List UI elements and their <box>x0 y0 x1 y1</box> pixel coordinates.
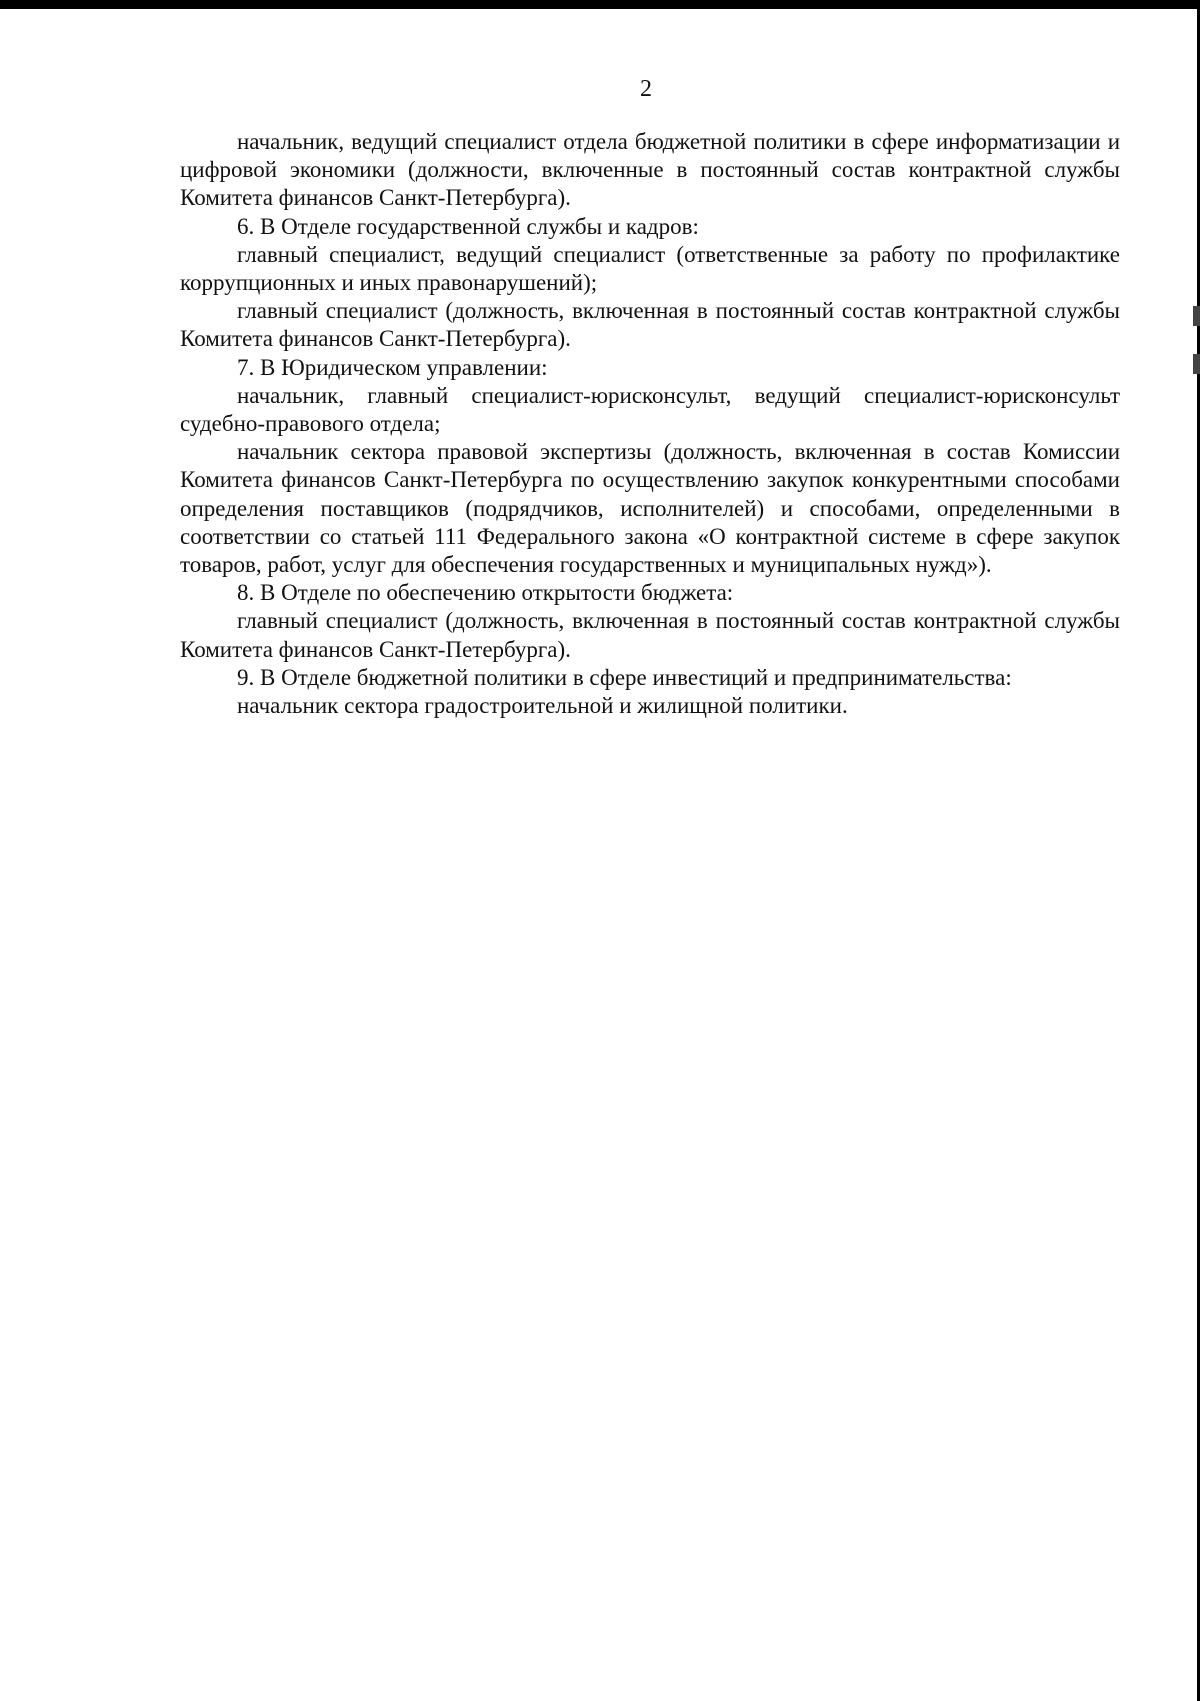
paragraph-item-7-legal-dept: начальник, главный специалист-юрисконсульт, ведущий специалист-юрисконсульт судебно-правового отдела; <box>180 382 1120 437</box>
paragraph-item-8-heading: 8. В Отделе по обеспечению открытости бюджета: <box>237 580 734 606</box>
scan-edge-mark <box>1193 306 1200 326</box>
paragraph-item-6-heading: 6. В Отделе государственной службы и кадров: <box>237 213 699 239</box>
page-number: 2 <box>640 76 652 102</box>
paragraph-item-6-anticorruption: главный специалист, ведущий специалист (ответственные за работу по профилактике коррупционных и иных правонарушений); <box>180 241 1120 296</box>
paragraph-item-8-contract-service: главный специалист (должность, включенная в постоянный состав контрактной службы Комитета финансов Санкт-Петербурга). <box>180 608 1120 662</box>
paragraph-item-6-contract-service: главный специалист (должность, включенная в постоянный состав контрактной службы Комитета финансов Санкт-Петербурга). <box>180 298 1120 352</box>
paragraph-item-7-heading: 7. В Юридическом управлении: <box>237 354 548 380</box>
scan-border-top <box>0 0 1200 9</box>
paragraph-finance-it-dept: начальник, ведущий специалист отдела бюджетной политики в сфере информатизации и цифровой экономики (должности, включенные в постоянный состав контрактной службы Комитета финансов Санкт-Петербурга). <box>180 129 1120 211</box>
scan-edge-mark <box>1193 354 1200 374</box>
paragraph-item-9-heading: 9. В Отделе бюджетной политики в сфере инвестиций и предпринимательства: <box>237 664 1012 690</box>
document-body <box>180 128 1120 720</box>
paragraph-item-9-sector: начальник сектора градостроительной и жилищной политики. <box>237 693 848 719</box>
paragraph-item-7-legal-expertise: начальник сектора правовой экспертизы (должность, включенная в состав Комиссии Комитета финансов Санкт-Петербурга по осуществлению закупок конкурентными способами определения поставщиков (подрядчиков, исполнителей) и способами, определенными в соответствии со статьей 111 Федерального закона «О контрактной системе в сфере закупок товаров, работ, услуг для обеспечения государственных и муниципальных нужд»). <box>180 439 1120 578</box>
